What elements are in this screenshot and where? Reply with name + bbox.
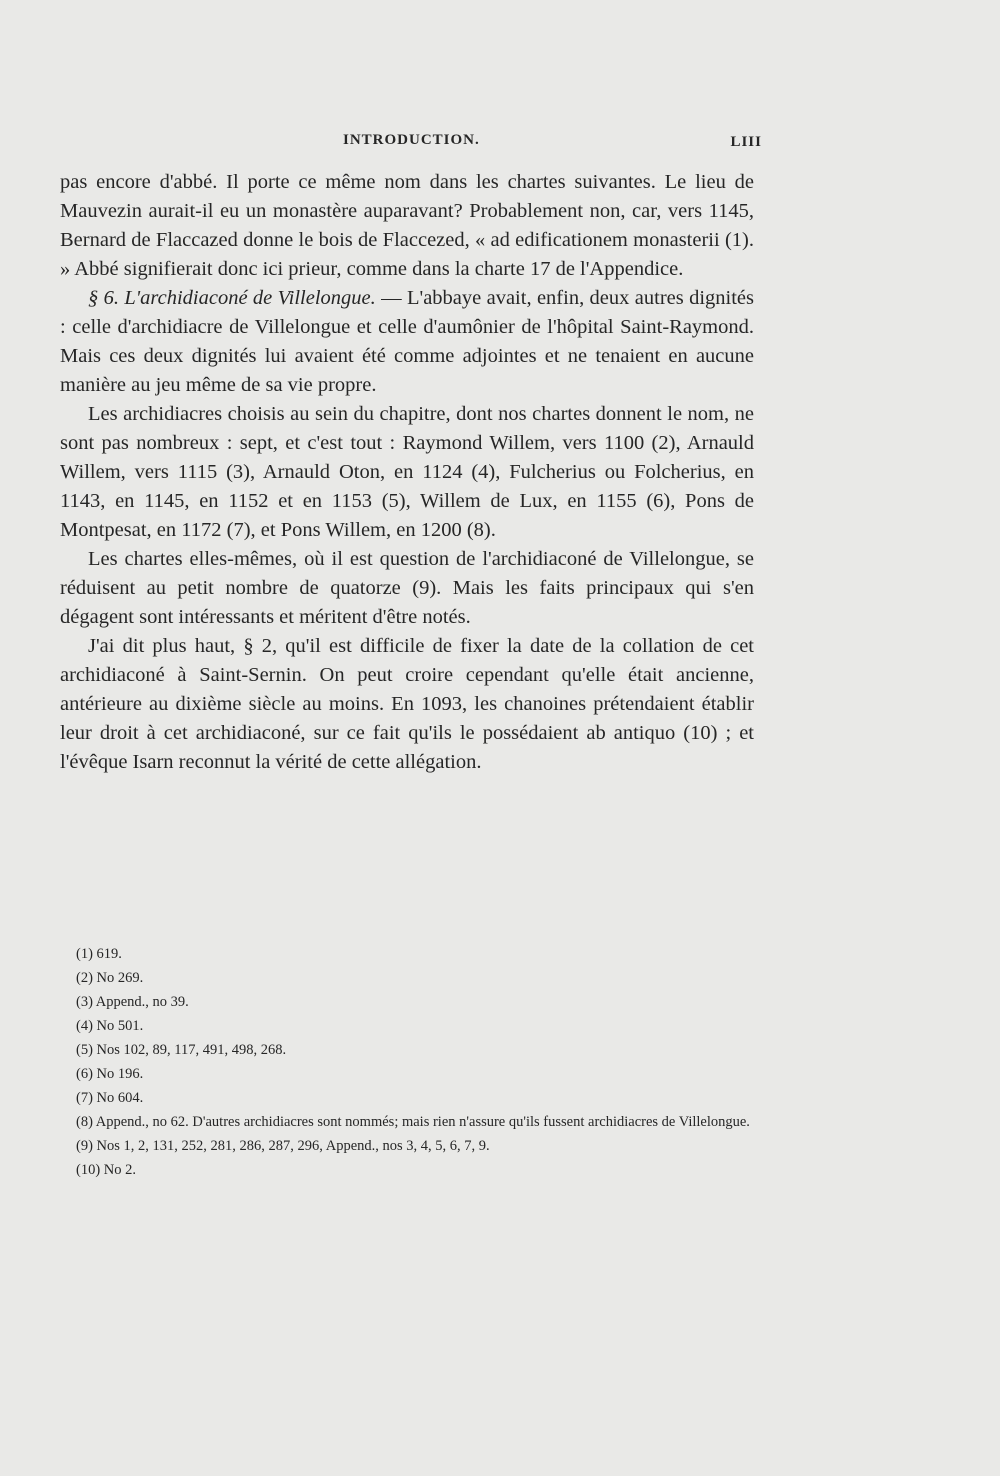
- footnote-8: (8) Append., no 62. D'autres archidiacres sont nommés; mais rien n'assure qu'ils fussent archidiacres de Villelongue.: [76, 1114, 750, 1130]
- page-header: [60, 132, 760, 156]
- footnote-7: (7) No 604.: [76, 1090, 144, 1106]
- footnote-10: (10) No 2.: [76, 1162, 137, 1178]
- paragraph-2-text: — L'abbaye avait, enfin, deux autres dignités : celle d'archidiacre de Villelongue et celle d'aumônier de l'hôpital Saint-Raymond. Mais ces deux dignités lui avaient été comme adjointes et ne tenaient en aucune manière au jeu même de sa vie propre.: [60, 287, 754, 396]
- paragraph-5: J'ai dit plus haut, § 2, qu'il est difficile de fixer la date de la collation de cet archidiaconé à Saint-Sernin. On peut croire cependant qu'elle était ancienne, antérieure au dixième siècle au moins. En 1093, les chanoines prétendaient établir leur droit à cet archidiaconé, sur ce fait qu'ils le possédaient ab antiquo (10) ; et l'évêque Isarn reconnut la vérité de cette allégation.: [60, 635, 754, 773]
- footnote-2: (2) No 269.: [76, 970, 144, 986]
- footnote-5: (5) Nos 102, 89, 117, 491, 498, 268.: [76, 1042, 287, 1058]
- paragraph-1: pas encore d'abbé. Il porte ce même nom dans les chartes suivantes. Le lieu de Mauvezin aurait-il eu un monastère auparavant? Probablement non, car, vers 1145, Bernard de Flaccazed donne le bois de Flaccezed, « ad edificationem monasterii (1). » Abbé signifierait donc ici prieur, comme dans la charte 17 de l'Appendice.: [60, 171, 754, 280]
- paragraph-2: [60, 284, 754, 400]
- footnotes: [76, 944, 766, 1184]
- paragraph-4: Les chartes elles-mêmes, où il est question de l'archidiaconé de Villelongue, se réduisent au petit nombre de quatorze (9). Mais les faits principaux qui s'en dégagent sont intéressants et méritent d'être notés.: [60, 548, 754, 628]
- body-text: [60, 168, 754, 777]
- footnote-3: (3) Append., no 39.: [76, 994, 189, 1010]
- running-title: INTRODUCTION.: [343, 132, 480, 148]
- footnote-6: (6) No 196.: [76, 1066, 144, 1082]
- page-number: LIII: [730, 134, 762, 150]
- footnote-1: (1) 619.: [76, 946, 122, 962]
- footnote-9: (9) Nos 1, 2, 131, 252, 281, 286, 287, 296, Append., nos 3, 4, 5, 6, 7, 9.: [76, 1138, 490, 1154]
- section-heading: § 6. L'archidiaconé de Villelongue.: [88, 287, 376, 309]
- paragraph-3: Les archidiacres choisis au sein du chapitre, dont nos chartes donnent le nom, ne sont pas nombreux : sept, et c'est tout : Raymond Willem, vers 1100 (2), Arnauld Willem, vers 1115 (3), Arnauld Oton, en 1124 (4), Fulcherius ou Folcherius, en 1143, en 1145, en 1152 et en 1153 (5), Willem de Lux, en 1155 (6), Pons de Montpesat, en 1172 (7), et Pons Willem, en 1200 (8).: [60, 403, 754, 541]
- footnote-4: (4) No 501.: [76, 1018, 144, 1034]
